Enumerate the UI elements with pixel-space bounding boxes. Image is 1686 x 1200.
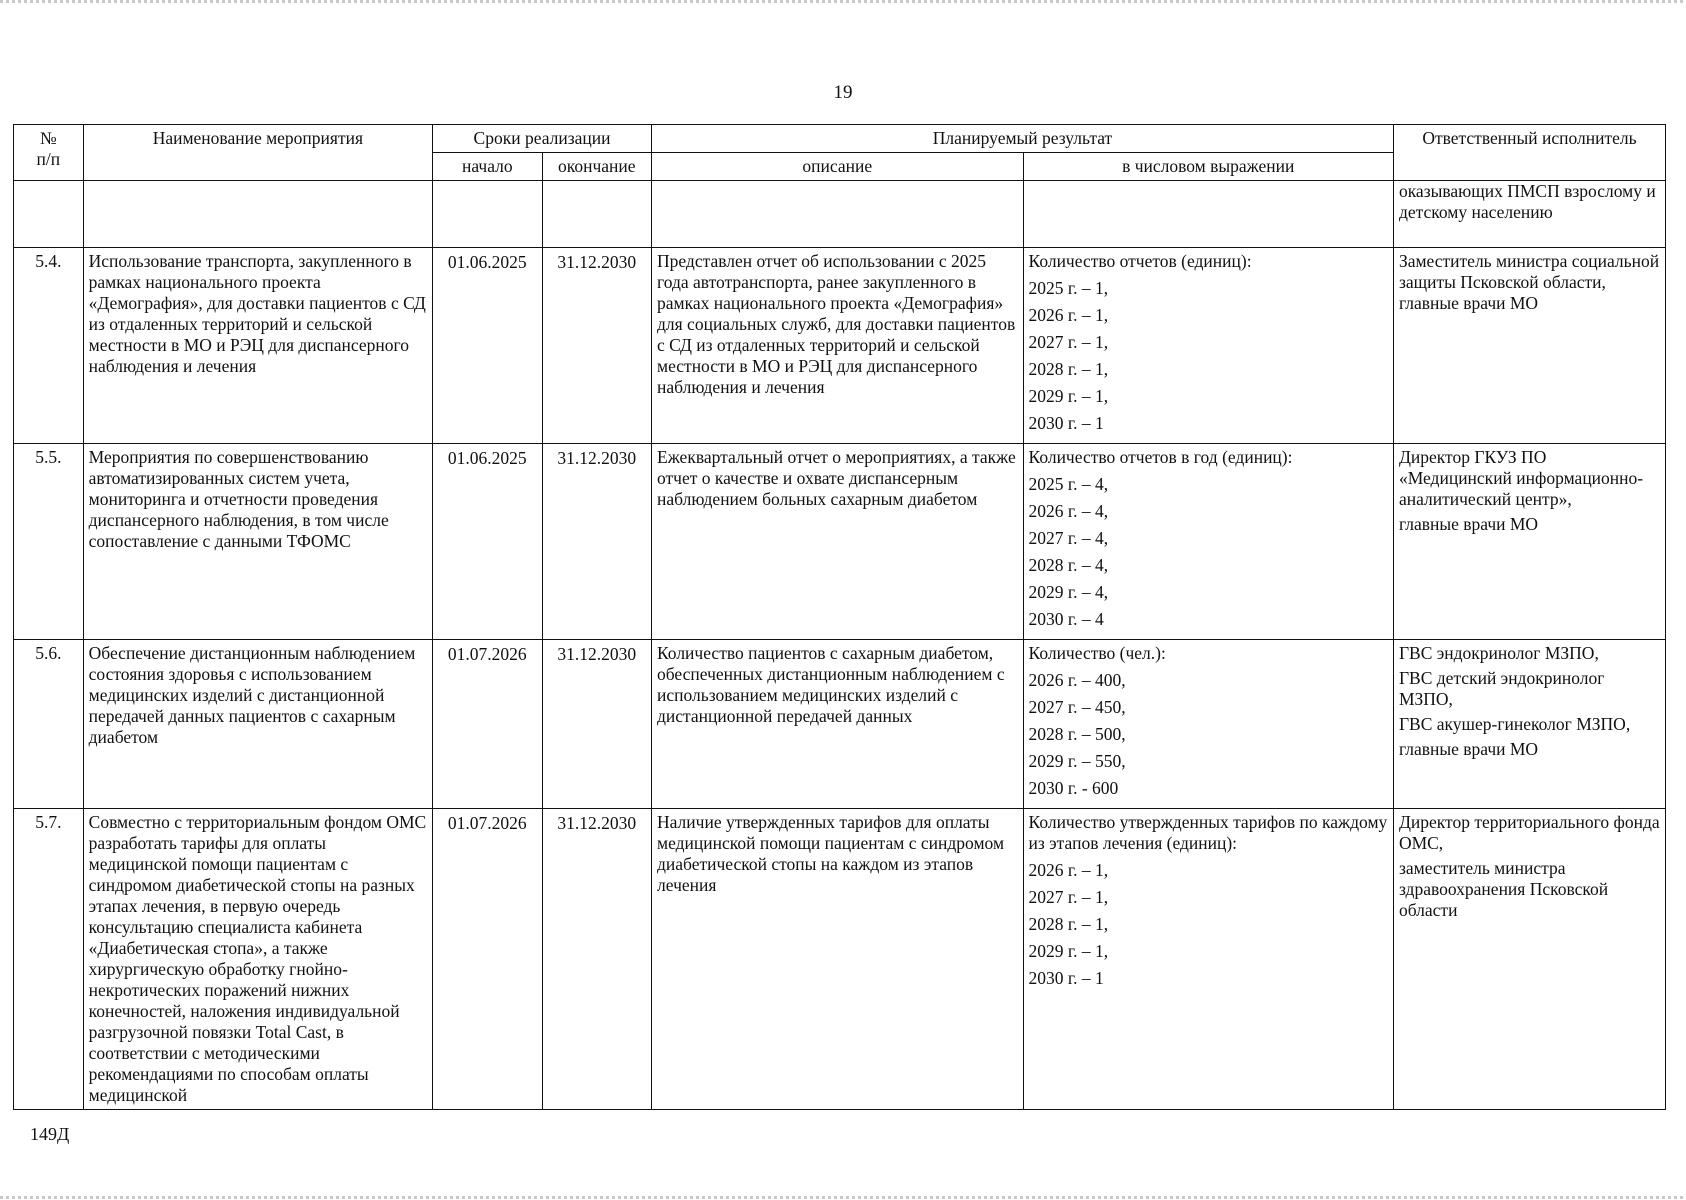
cell-end: 31.12.2030 bbox=[542, 248, 651, 444]
table-row bbox=[14, 444, 1666, 640]
cell-name: Мероприятия по совершенствованию автоматизированных систем учета, мониторинга и отчетности проведения диспансерного наблюдения, в том числе сопоставление с данными ТФОМС bbox=[83, 444, 432, 640]
cell-num: 5.6. bbox=[14, 640, 84, 809]
header-name: Наименование мероприятия bbox=[83, 125, 432, 181]
quantity-line: 2029 г. – 550, bbox=[1028, 751, 1126, 771]
header-numeric: в числовом выражении bbox=[1023, 153, 1393, 181]
header-terms: Сроки реализации bbox=[433, 125, 652, 153]
cell-start bbox=[433, 181, 542, 248]
quantity-line: 2027 г. – 1, bbox=[1028, 332, 1109, 352]
cell-responsible bbox=[1393, 809, 1665, 1110]
header-num: № п/п bbox=[14, 125, 84, 181]
quantity-line: Количество отчетов (единиц): bbox=[1028, 251, 1252, 271]
table-row bbox=[14, 809, 1666, 1110]
cell-end bbox=[542, 181, 651, 248]
header-responsible: Ответственный исполнитель bbox=[1393, 125, 1665, 181]
cell-num: 5.7. bbox=[14, 809, 84, 1110]
cell-description: Наличие утвержденных тарифов для оплаты медицинской помощи пациентам с синдромом диабетической стопы на каждом из этапов лечения bbox=[652, 809, 1024, 1110]
cell-name: Совместно с территориальным фондом ОМС разработать тарифы для оплаты медицинской помощи пациентам с синдромом диабетической стопы на разных этапах лечения, в первую очередь консультацию специалиста кабинета «Диабетическая стопа», а также хирургическую обработку гнойно-некротических поражений нижних конечностей, наложения индивидуальной разгрузочной повязки Total Cast, в соответствии с методическими рекомендациями по способам оплаты медицинской bbox=[83, 809, 432, 1110]
quantity-line: 2026 г. – 1, bbox=[1028, 305, 1109, 325]
quantity-line: 2025 г. – 1, bbox=[1028, 278, 1109, 298]
cell-responsible: оказывающих ПМСП взрослому и детскому населению bbox=[1393, 181, 1665, 248]
cell-quantity bbox=[1023, 640, 1393, 809]
quantity-line: 2026 г. – 400, bbox=[1028, 670, 1126, 690]
quantity-line: 2027 г. – 4, bbox=[1028, 528, 1109, 548]
quantity-line: 2029 г. – 1, bbox=[1028, 386, 1109, 406]
quantity-line: Количество отчетов в год (единиц): bbox=[1028, 447, 1293, 467]
responsible-line: главные врачи МО bbox=[1398, 739, 1539, 759]
quantity-line: 2029 г. – 4, bbox=[1028, 582, 1109, 602]
page-number: 19 bbox=[833, 82, 853, 103]
cell-start: 01.07.2026 bbox=[433, 809, 542, 1110]
cell-description: Количество пациентов с сахарным диабетом, обеспеченных дистанционным наблюдением с использованием медицинских изделий с дистанционной передачей данных bbox=[652, 640, 1024, 809]
activities-table bbox=[13, 124, 1666, 1110]
quantity-line: 2028 г. – 1, bbox=[1028, 359, 1109, 379]
cell-responsible bbox=[1393, 248, 1665, 444]
scan-edge-bottom bbox=[0, 1196, 1686, 1199]
cell-start: 01.06.2025 bbox=[433, 444, 542, 640]
responsible-line: заместитель министра здравоохранения Псковской области bbox=[1398, 858, 1609, 920]
quantity-line: 2028 г. – 500, bbox=[1028, 724, 1126, 744]
quantity-line: 2028 г. – 1, bbox=[1028, 914, 1109, 934]
responsible-line: Заместитель министра социальной защиты Псковской области, главные врачи МО bbox=[1398, 251, 1660, 313]
quantity-line: 2027 г. – 450, bbox=[1028, 697, 1126, 717]
cell-quantity bbox=[1023, 248, 1393, 444]
cell-responsible bbox=[1393, 444, 1665, 640]
cell-end: 31.12.2030 bbox=[542, 809, 651, 1110]
quantity-line: 2027 г. – 1, bbox=[1028, 887, 1109, 907]
cell-start: 01.07.2026 bbox=[433, 640, 542, 809]
cell-quantity bbox=[1023, 809, 1393, 1110]
cell-name: Использование транспорта, закупленного в рамках национального проекта «Демография», для доставки пациентов с СД из отдаленных территорий и сельской местности в МО и РЭЦ для диспансерного наблюдения и лечения bbox=[83, 248, 432, 444]
cell-end: 31.12.2030 bbox=[542, 444, 651, 640]
header-planned: Планируемый результат bbox=[652, 125, 1394, 153]
continuation-row bbox=[14, 181, 1666, 248]
responsible-line: Директор территориального фонда ОМС, bbox=[1398, 812, 1660, 853]
cell-num bbox=[14, 181, 84, 248]
cell-name: Обеспечение дистанционным наблюдением состояния здоровья с использованием медицинских изделий с дистанционной передачей данных пациентов с сахарным диабетом bbox=[83, 640, 432, 809]
header-start: начало bbox=[433, 153, 542, 181]
cell-name bbox=[83, 181, 432, 248]
responsible-line: Директор ГКУЗ ПО «Медицинский информационно-аналитический центр», bbox=[1398, 447, 1644, 509]
quantity-line: 2026 г. – 1, bbox=[1028, 860, 1109, 880]
cell-description: Представлен отчет об использовании с 2025 года автотранспорта, ранее закупленного в рамках национального проекта «Демография» для социальных служб, для доставки пациентов с СД из отдаленных территорий и сельской местности в МО и РЭЦ для диспансерного наблюдения и лечения bbox=[652, 248, 1024, 444]
quantity-line: 2030 г. - 600 bbox=[1028, 778, 1119, 798]
quantity-line: Количество утвержденных тарифов по каждому из этапов лечения (единиц): bbox=[1028, 812, 1388, 853]
quantity-line: 2030 г. – 1 bbox=[1028, 968, 1104, 988]
table-row bbox=[14, 640, 1666, 809]
quantity-line: 2030 г. – 1 bbox=[1028, 413, 1104, 433]
table-row bbox=[14, 248, 1666, 444]
responsible-line: ГВС детский эндокринолог МЗПО, bbox=[1398, 668, 1605, 709]
cell-start: 01.06.2025 bbox=[433, 248, 542, 444]
quantity-line: 2025 г. – 4, bbox=[1028, 474, 1109, 494]
header-row-1 bbox=[14, 125, 1666, 153]
cell-quantity bbox=[1023, 181, 1393, 248]
cell-responsible bbox=[1393, 640, 1665, 809]
scan-edge-top bbox=[0, 0, 1686, 3]
quantity-line: 2026 г. – 4, bbox=[1028, 501, 1109, 521]
quantity-line: 2029 г. – 1, bbox=[1028, 941, 1109, 961]
footer-code: 149Д bbox=[30, 1124, 70, 1144]
cell-num: 5.5. bbox=[14, 444, 84, 640]
responsible-line: ГВС эндокринолог МЗПО, bbox=[1398, 643, 1599, 663]
cell-description bbox=[652, 181, 1024, 248]
cell-end: 31.12.2030 bbox=[542, 640, 651, 809]
quantity-line: 2030 г. – 4 bbox=[1028, 609, 1104, 629]
header-description: описание bbox=[652, 153, 1024, 181]
responsible-line: ГВС акушер-гинеколог МЗПО, bbox=[1398, 714, 1631, 734]
cell-description: Ежеквартальный отчет о мероприятиях, а также отчет о качестве и охвате диспансерным наблюдением больных сахарным диабетом bbox=[652, 444, 1024, 640]
cell-num: 5.4. bbox=[14, 248, 84, 444]
header-end: окончание bbox=[542, 153, 651, 181]
responsible-line: главные врачи МО bbox=[1398, 514, 1539, 534]
quantity-line: 2028 г. – 4, bbox=[1028, 555, 1109, 575]
quantity-line: Количество (чел.): bbox=[1028, 643, 1166, 663]
cell-quantity bbox=[1023, 444, 1393, 640]
